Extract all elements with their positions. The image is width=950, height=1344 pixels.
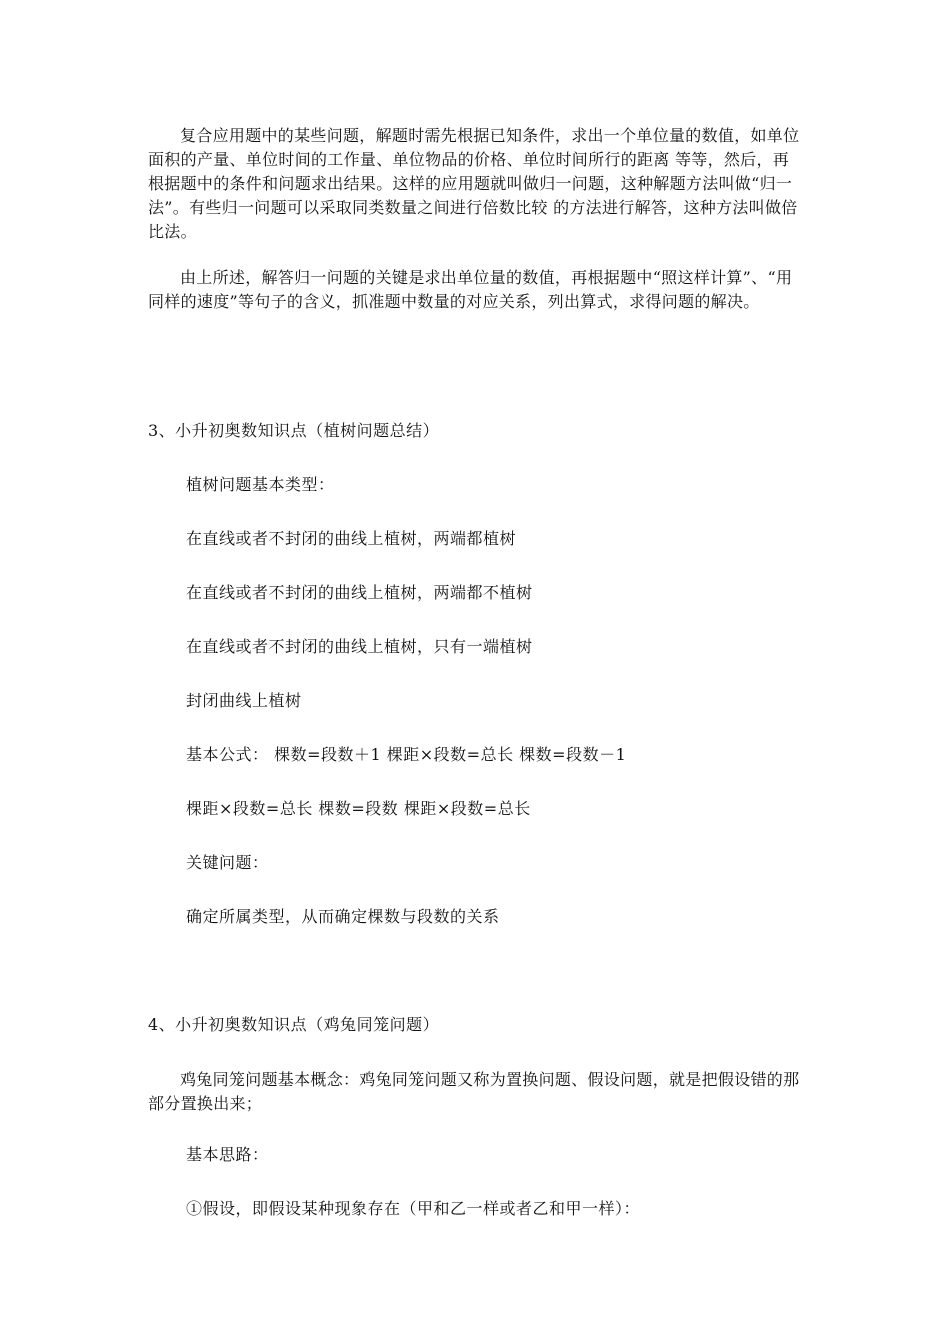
- tree-type-3: 在直线或者不封闭的曲线上植树，只有一端植树: [186, 637, 533, 656]
- tree-type-1: 在直线或者不封闭的曲线上植树，两端都植树: [186, 529, 517, 548]
- approach-step-1: ①假设，即假设某种现象存在（甲和乙一样或者乙和甲一样）：: [186, 1199, 641, 1218]
- tree-key-text: 确定所属类型，从而确定棵数与段数的关系: [186, 907, 500, 926]
- tree-types-label: 植树问题基本类型：: [186, 475, 335, 494]
- paragraph-guiyi-definition: 复合应用题中的某些问题，解题时需先根据已知条件，求出一个单位量的数值，如单位面积的产量、单位时间的工作量、单位物品的价格、单位时间所行的距离 等等，然后，再根据题中的条件和问题求出结果。这样的应用题就叫做归一问题，这种解题方法叫做“归一法”。有些归一问题可以采取同类数量之间进行倍数比较 的方法进行解答，这种方法叫做倍比法。: [148, 126, 800, 241]
- approach-label: 基本思路：: [186, 1145, 269, 1164]
- tree-formula-1: 基本公式： 棵数=段数＋1 棵距×段数=总长 棵数=段数－1: [186, 745, 627, 764]
- tree-type-4: 封闭曲线上植树: [186, 691, 302, 710]
- section-3-heading: 3、小升初奥数知识点（植树问题总结）: [148, 421, 440, 440]
- tree-formula-2: 棵距×段数=总长 棵数=段数 棵距×段数=总长: [186, 799, 531, 818]
- tree-type-2: 在直线或者不封闭的曲线上植树，两端都不植树: [186, 583, 533, 602]
- chicken-rabbit-concept: 鸡兔同笼问题基本概念：鸡兔同笼问题又称为置换问题、假设问题，就是把假设错的那部分置换出来；: [148, 1070, 800, 1113]
- paragraph-guiyi-key: 由上所述，解答归一问题的关键是求出单位量的数值，再根据题中“照这样计算”、“用同样的速度”等句子的含义，抓准题中数量的对应关系，列出算式，求得问题的解决。: [148, 268, 793, 311]
- section-4-heading: 4、小升初奥数知识点（鸡兔同笼问题）: [148, 1015, 440, 1034]
- tree-key-label: 关键问题：: [186, 853, 269, 872]
